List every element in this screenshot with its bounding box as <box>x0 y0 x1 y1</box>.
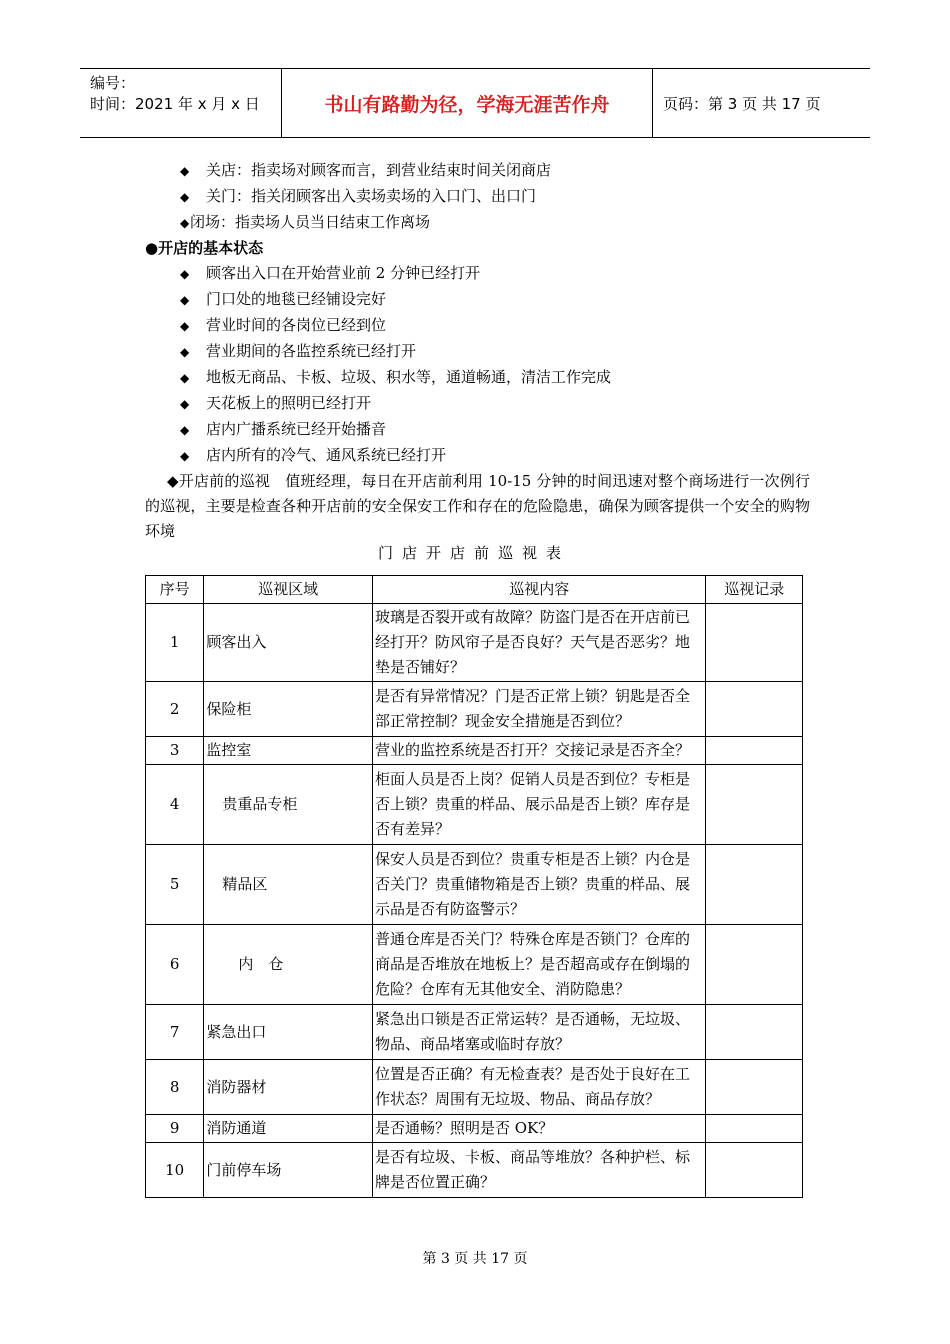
header-cell: 巡视区域 <box>204 576 373 604</box>
header-motto: 书山有路勤为径，学海无涯苦作舟 <box>282 69 653 137</box>
diamond-bullet-icon: ◆ <box>180 267 190 281</box>
row-number: 8 <box>146 1060 204 1115</box>
table-row <box>146 1005 803 1060</box>
row-content: 营业的监控系统是否打开？交接记录是否齐全？ <box>372 737 705 765</box>
intro-bullet: ◆ 关门：指关闭顾客出入卖场卖场的入口门、出口门 <box>145 184 810 210</box>
row-area: 消防器材 <box>204 1060 373 1115</box>
row-area: 门前停车场 <box>204 1143 373 1198</box>
row-content: 玻璃是否裂开或有故障？防盗门是否在开店前已经打开？防风帘子是否良好？天气是否恶劣？地垫是否铺好？ <box>372 604 705 682</box>
page-footer: 第 3 页 共 17 页 <box>422 1251 528 1267</box>
diamond-bullet-icon: ◆ <box>180 423 190 437</box>
row-record <box>706 1143 803 1198</box>
document-body <box>145 158 810 544</box>
row-number: 2 <box>146 682 204 737</box>
row-content: 保安人员是否到位？贵重专柜是否上锁？内仓是否关门？贵重储物箱是否上锁？贵重的样品、展示品是否有防盗警示？ <box>372 845 705 925</box>
diamond-bullet-icon: ◆ <box>180 345 190 359</box>
header-page-number: 页码：第 3 页 共 17 页 <box>663 94 821 113</box>
state-bullet: ◆ 门口处的地毯已经铺设完好 <box>145 287 810 313</box>
table-row <box>146 1143 803 1198</box>
table-row <box>146 604 803 682</box>
table-row <box>146 845 803 925</box>
row-area: 贵重品专柜 <box>204 765 373 845</box>
header-cell: 巡视记录 <box>706 576 803 604</box>
table-title: 门店开店前巡视表 <box>377 544 570 562</box>
row-content: 紧急出口锁是否正常运转？是否通畅，无垃圾、物品、商品堵塞或临时存放？ <box>372 1005 705 1060</box>
row-content: 普通仓库是否关门？特殊仓库是否锁门？仓库的商品是否堆放在地板上？是否超高或存在倒塌的危险？仓库有无其他安全、消防隐患？ <box>372 925 705 1005</box>
row-number: 7 <box>146 1005 204 1060</box>
diamond-bullet-icon: ◆ <box>180 397 190 411</box>
header-cell: 序号 <box>146 576 204 604</box>
row-area: 保险柜 <box>204 682 373 737</box>
diamond-bullet-icon: ◆ <box>180 319 190 333</box>
state-bullet: ◆ 营业时间的各岗位已经到位 <box>145 313 810 339</box>
diamond-bullet-icon: ◆ <box>180 164 190 178</box>
diamond-bullet-icon: ◆ <box>180 190 190 204</box>
row-record <box>706 1005 803 1060</box>
row-area: 消防通道 <box>204 1115 373 1143</box>
state-bullet: ◆ 地板无商品、卡板、垃圾、积水等，通道畅通，清洁工作完成 <box>145 365 810 391</box>
row-content: 是否有垃圾、卡板、商品等堆放？各种护栏、标牌是否位置正确？ <box>372 1143 705 1198</box>
section-heading: ●开店的基本状态 <box>145 239 264 257</box>
inspection-table <box>145 575 803 1198</box>
row-record <box>706 1115 803 1143</box>
diamond-bullet-icon: ◆ <box>180 293 190 307</box>
row-content: 位置是否正确？有无检查表？是否处于良好在工作状态？周围有无垃圾、物品、商品存放？ <box>372 1060 705 1115</box>
diamond-bullet-icon: ◆ <box>180 216 190 230</box>
table-row <box>146 1060 803 1115</box>
row-content: 是否通畅？照明是否 OK？ <box>372 1115 705 1143</box>
row-record <box>706 682 803 737</box>
row-area: 顾客出入 <box>204 604 373 682</box>
page-header <box>80 68 870 138</box>
state-bullet: ◆ 店内所有的冷气、通风系统已经打开 <box>145 443 810 469</box>
diamond-bullet-icon: ◆ <box>180 449 190 463</box>
state-bullet: ◆ 营业期间的各监控系统已经打开 <box>145 339 810 365</box>
state-bullet: ◆ 天花板上的照明已经打开 <box>145 391 810 417</box>
table-row <box>146 925 803 1005</box>
table-row <box>146 765 803 845</box>
row-content: 柜面人员是否上岗？促销人员是否到位？专柜是否上锁？贵重的样品、展示品是否上锁？库存是否有差异？ <box>372 765 705 845</box>
patrol-paragraph: ◆开店前的巡视 值班经理，每日在开店前利用 10-15 分钟的时间迅速对整个商场进行一次例行的巡视，主要是检查各种开店前的安全保安工作和存在的危险隐患，确保为顾客提供一个安全的购物环境 <box>145 472 810 540</box>
row-number: 9 <box>146 1115 204 1143</box>
row-number: 6 <box>146 925 204 1005</box>
header-meta <box>80 69 282 137</box>
document-time: 时间：2021 年 x 月 x 日 <box>90 95 260 113</box>
row-number: 5 <box>146 845 204 925</box>
row-number: 3 <box>146 737 204 765</box>
row-record <box>706 925 803 1005</box>
state-bullet: ◆ 店内广播系统已经开始播音 <box>145 417 810 443</box>
row-record <box>706 765 803 845</box>
intro-bullet: ◆ 关店：指卖场对顾客而言，到营业结束时间关闭商店 <box>145 158 810 184</box>
row-record <box>706 845 803 925</box>
row-number: 10 <box>146 1143 204 1198</box>
state-bullet: ◆ 顾客出入口在开始营业前 2 分钟已经打开 <box>145 261 810 287</box>
document-number: 编号： <box>90 74 136 92</box>
row-content: 是否有异常情况？门是否正常上锁？钥匙是否全部正常控制？现金安全措施是否到位？ <box>372 682 705 737</box>
row-record <box>706 1060 803 1115</box>
row-area: 精品区 <box>204 845 373 925</box>
table-row <box>146 1115 803 1143</box>
row-record <box>706 737 803 765</box>
intro-bullet: ◆闭场：指卖场人员当日结束工作离场 <box>145 210 810 236</box>
diamond-bullet-icon: ◆ <box>180 371 190 385</box>
header-cell: 巡视内容 <box>372 576 705 604</box>
row-record <box>706 604 803 682</box>
row-area: 内 仓 <box>204 925 373 1005</box>
row-number: 4 <box>146 765 204 845</box>
table-row <box>146 737 803 765</box>
table-header-row <box>146 576 803 604</box>
row-number: 1 <box>146 604 204 682</box>
row-area: 紧急出口 <box>204 1005 373 1060</box>
table-row <box>146 682 803 737</box>
row-area: 监控室 <box>204 737 373 765</box>
